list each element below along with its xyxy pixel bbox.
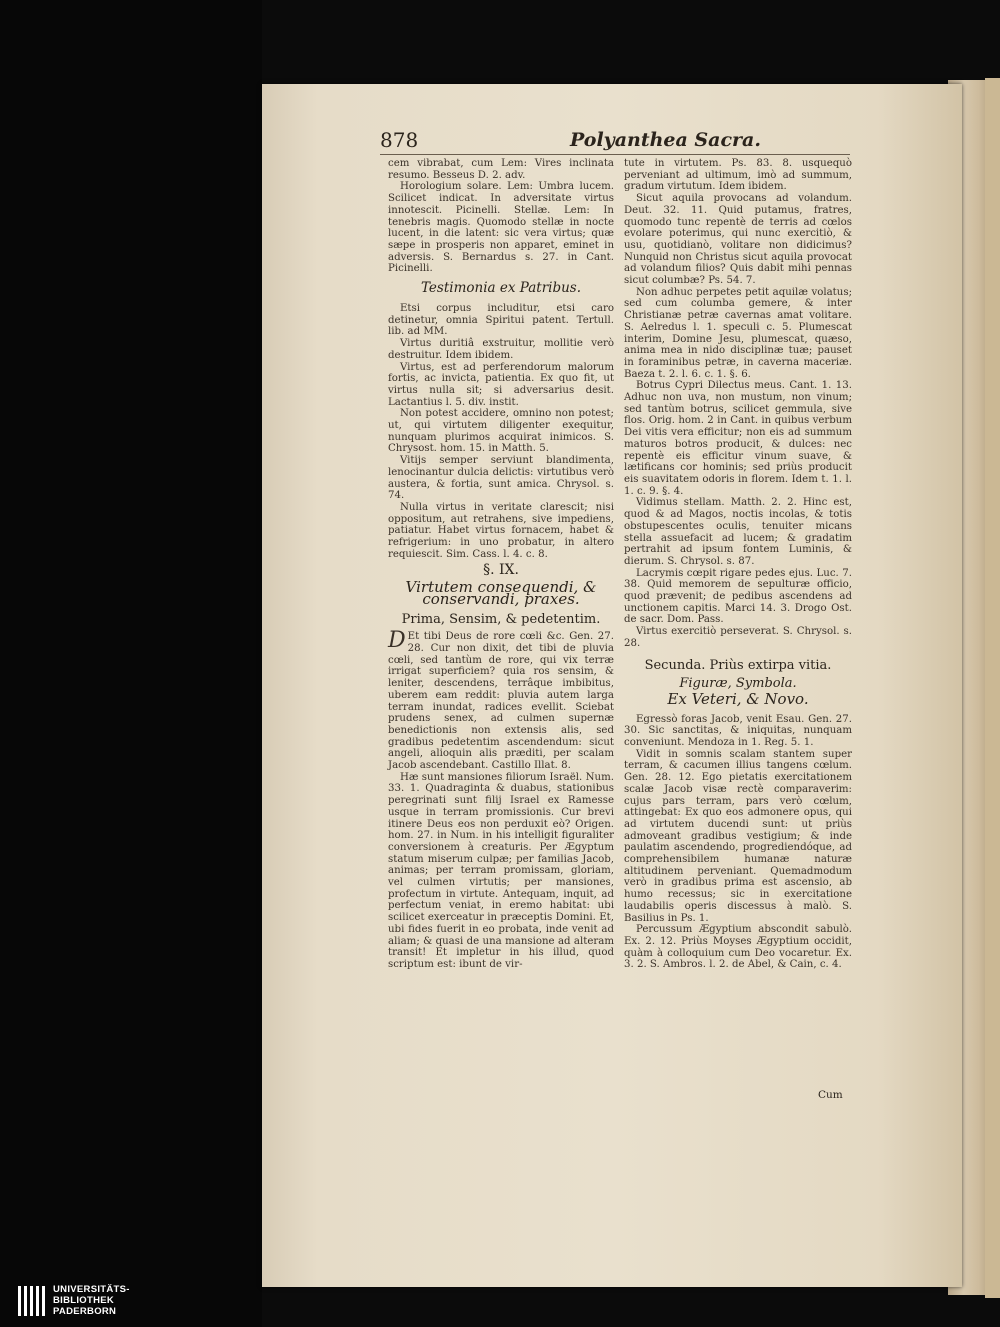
paragraph: Hæ sunt mansiones filiorum Israël. Num. 33. 1. Quadraginta & duabus, stationibus peregrinati sunt filij Israel ex Ramesse usque in terram promissionis. Cur brevi itinere Deus eos non perduxit eò? Origen. hom. 27. in Num. in his intelligit figuraliter conversionem à creaturis. Per Ægyptum statum miserum culpæ; per familias Jacob, animas; per terram promissam, gloriam, vel culmen virtutis; per mansiones, profectum in virtute. Antequam, inquit, ad perfectum veniat, in eremo habitat: ubi scilicet exerceatur in præceptis Domini. Et, ubi fides fuerit in eo probata, inde venit ad aliam; & quasi de una mansione ad alteram transit! Et impletur in his illud, quod scriptum est: ibunt de vir- (388, 771, 614, 970)
logo-line: UNIVERSITÄTS- (53, 1284, 130, 1295)
left-column (388, 158, 614, 971)
section-heading: Ex Veteri, & Novo. (667, 689, 809, 708)
section-heading: Testimonia ex Patribus. (420, 280, 582, 297)
paragraph: Vitijs semper serviunt blandimenta, lenocinantur dulcia delictis: virtutibus verò austera, & fortia, sunt amica. Chrysol. s. 74. (388, 455, 614, 502)
paragraph: Non potest accidere, omnino non potest; ut, qui virtutem diligenter exequitur, nunquam plurimos acquirat inimicos. S. Chrysost. hom. 15. in Matth. 5. (388, 408, 614, 455)
facing-page-edge-outer (985, 78, 1000, 1298)
paragraph: Vidit in somnis scalam stantem super terram, & cacumen illius tangens cœlum. Gen. 28. 12. Ego pietatis exercitationem scalæ Jacob visæ rectè comparaverim: cujus pars terram, pars verò cœlum, attingebat: Ex quo eos admonere opus, qui ad virtutem ducendi sunt: ut priùs admoveant gradibus vestigium; & inde paulatim ascendendo, progrediendóque, ad comprehensibilem humanæ naturæ altitudinem perveniant. Quemadmodum verò in gradibus prima est ascensio, ab humo recessus; sic in exercitatione laudabilis operis discessus à malò. S. Basilius in Ps. 1. (624, 748, 852, 924)
paragraph: Nulla virtus in veritate clarescit; nisi oppositum, aut retrahens, sive impediens, patiatur. Habet virtus fornacem, habet & refrigerium: in uno probatur, in altero requiescit. Sim. Cass. l. 4. c. 8. (388, 501, 614, 560)
paragraph: Lacrymis cœpit rigare pedes ejus. Luc. 7. 38. Quid memorem de sepulturæ officio, quod prævenit; de pedibus ascendens ad unctionem capitis. Marci 14. 3. Drogo Ost. de sacr. Dom. Pass. (624, 567, 852, 626)
paragraph: Non adhuc perpetes petit aquilæ volatus; sed cum columba gemere, & inter Christianæ petræ cavernas amat volitare. S. Aelredus l. 1. speculi c. 5. Plumescat interim, Domine Jesu, plumescat, quæso, anima mea in nido disciplinæ tuæ; pauset in foraminibus petræ, in caverna maceriæ. Baeza t. 2. l. 6. c. 1. §. 6. (624, 286, 852, 380)
library-logo-icon (18, 1286, 48, 1316)
paragraph: cem vibrabat, cum Lem: Vires inclinata resumo. Besseus D. 2. adv. (388, 158, 614, 181)
paragraph: Virtus, est ad perferendorum malorum fortis, ac invicta, patientia. Ex quo fit, ut virtus nulla sit; si adversarius desit. Lactantius l. 5. div. instit. (388, 361, 614, 408)
paragraph: Vidimus stellam. Matth. 2. 2. Hinc est, quod & ad Magos, noctis incolas, & totis obstupescentes oculis, tenuiter micans stella assuefacit ad lucem; & gradatim pertrahit ad ipsum fontem Luminis, & dierum. S. Chrysol. s. 87. (624, 497, 852, 567)
page-number: 878 (380, 128, 419, 152)
paragraph-text: Et tibi Deus de rore cœli &c. Gen. 27. 28. Cur non dixit, det tibi de pluvia cœli, sed tantùm de rore, qui vix terræ irrigat superficiem? quia ros sensim, & leniter, descendens, terrâque imbibitus, uberem eam reddit: pluvia autem larga terram inundat, radices evellit. Sciebat prudens senex, ad culmen supernæ benedictionis non extensis alis, sed gradibus pedetentim ascendendum: sicut angeli, alioquin alis præditi, per scalam Jacob ascendebant. Castillo Illat. 8. (388, 631, 614, 772)
paragraph: tute in virtutem. Ps. 83. 8. usquequò perveniant ad ultimum, imò ad summum, gradum virtutum. Idem ibidem. (624, 158, 852, 193)
section-heading: Figuræ, Symbola. (679, 676, 797, 692)
running-header (380, 128, 850, 155)
paragraph: Horologium solare. Lem: Umbra lucem. Scilicet indicat. In adversitate virtus innotescit. Picinelli. Stellæ. Lem: In tenebris magis. Quomodo stellæ in nocte lucent, in die latent: sic vera virtus; quæ sæpe in prosperis non apparet, eminet in adversis. S. Bernardus s. 27. in Cant. Picinelli. (388, 181, 614, 275)
paragraph: Egressò foras Jacob, venit Esau. Gen. 27. 30. Sic sanctitas, & iniquitas, nunquam conveniunt. Mendoza in 1. Reg. 5. 1. (624, 713, 852, 749)
paragraph: Botrus Cypri Dilectus meus. Cant. 1. 13. Adhuc non uva, non mustum, non vinum; sed tantùm botrus, scilicet gemmula, sive flos. Orig. hom. 2 in Cant. in quibus verbum Dei vitis vera efficitur; non eis ad summum maturos botros producit, & dulces: nec repentè eis efficitur vinum suave, & lætificans cor hominis; sed priùs producit eis suavitatem odoris in florem. Idem t. 1. l. 1. c. 9. §. 4. (624, 380, 852, 497)
running-title: Polyanthea Sacra. (570, 129, 761, 151)
section-number: §. IX. (483, 561, 519, 578)
section-heading: Virtutem consequendi, & conservandi, praxes. (405, 578, 597, 608)
catchword: Cum (818, 1089, 843, 1101)
paragraph: Percussum Ægyptium abscondit sabulò. Ex. 2. 12. Priùs Moyses Ægyptium occidit, quàm à colloquium cum Deo vocaretur. Ex. 3. 2. S. Ambros. l. 2. de Abel, & Cain, c. 4. (624, 924, 852, 971)
logo-line: BIBLIOTHEK (53, 1295, 115, 1306)
paragraph: Sicut aquila provocans ad volandum. Deut. 32. 11. Quid putamus, fratres, quomodo tunc repentè de terris ad cœlos evolare poterimus, qui nunc exercitiò, & usu, quotidianò, volitare non didicimus? Nunquid non Christus sicut aquila provocat ad volandum filios? Quis dabit mihi pennas sicut columbæ? Ps. 54. 7. (624, 193, 852, 287)
paragraph: Virtus exercitiò perseverat. S. Chrysol. s. 28. (624, 626, 852, 649)
library-logo (18, 1282, 188, 1320)
library-logo-text (53, 1284, 130, 1317)
right-column (624, 158, 852, 971)
subsection-heading: Secunda. Priùs extirpa vitia. (644, 657, 832, 673)
drop-cap: D (388, 628, 406, 654)
paragraph (388, 628, 614, 772)
paragraph: Etsi corpus includitur, etsi caro detinetur, omnia Spiritui patent. Tertull. lib. ad MM. (388, 303, 614, 338)
dark-background (0, 0, 262, 1327)
paragraph: Virtus duritiâ exstruitur, mollitie verò destruitur. Idem ibidem. (388, 338, 614, 361)
logo-line: PADERBORN (53, 1306, 117, 1317)
subsection-heading: Prima, Sensim, & pedetentim. (401, 611, 601, 627)
